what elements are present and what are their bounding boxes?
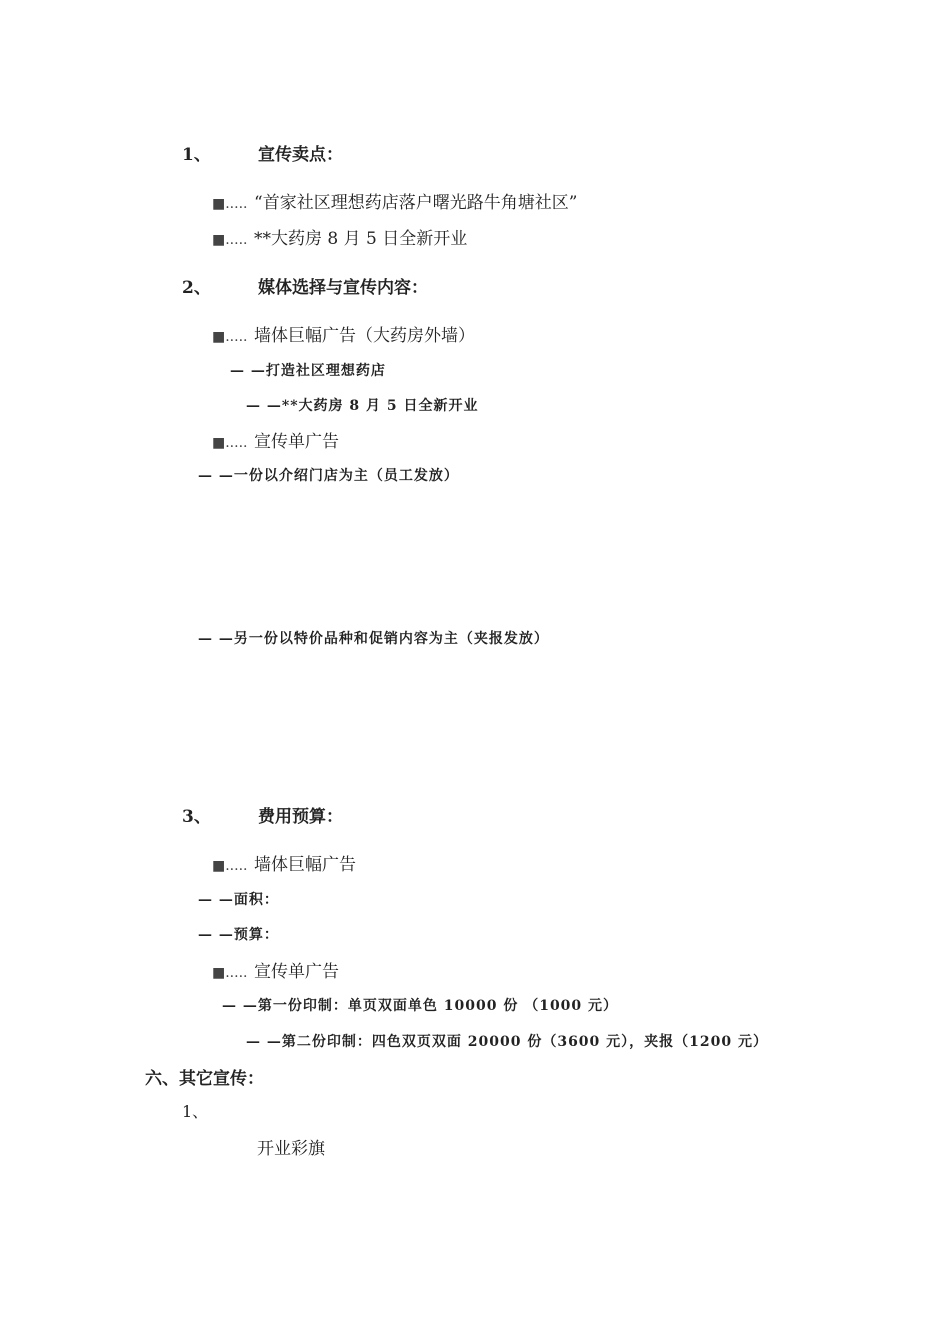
- sub-item: — —一份以介绍门店为主（员工发放）: [198, 468, 459, 484]
- sub-item: — —另一份以特价品种和促销内容为主（夹报发放）: [198, 631, 549, 647]
- bullet-item: [212, 224, 467, 249]
- item-text: “首家社区理想药店落户曙光路牛角塘社区”: [254, 193, 578, 213]
- section-1-heading: [182, 140, 343, 165]
- section-title: 宣传卖点：: [258, 145, 343, 165]
- section-number: 1、: [182, 145, 211, 165]
- bullet-item: [212, 957, 339, 982]
- item-text: 墙体巨幅广告（大药房外墙）: [254, 326, 475, 346]
- bullet-square-icon: ■.....: [212, 435, 248, 451]
- sub-item: — —预算：: [198, 927, 279, 943]
- sub-item: — —**大药房 8 月 5 日全新开业: [246, 398, 479, 414]
- section-number: 2、: [182, 278, 211, 298]
- section-2-heading: [182, 273, 428, 298]
- bullet-item: [212, 321, 475, 346]
- other-section-title: 六、其它宣传：: [145, 1069, 264, 1089]
- sub-item: — —第一份印制：单页双面单色 10000 份 （1000 元）: [222, 998, 619, 1014]
- bullet-item: [212, 188, 577, 213]
- bullet-item: [212, 427, 339, 452]
- bullet-square-icon: ■.....: [212, 965, 248, 981]
- sub-item: — —第二份印制：四色双页双面 20000 份（3600 元），夹报（1200 元）: [246, 1034, 769, 1050]
- bullet-square-icon: ■.....: [212, 858, 248, 874]
- sub-item: — —面积：: [198, 892, 279, 908]
- bullet-item: [212, 850, 356, 875]
- bullet-square-icon: ■.....: [212, 232, 248, 248]
- section-number: 3、: [182, 807, 211, 827]
- bullet-square-icon: ■.....: [212, 196, 248, 212]
- item-text: 宣传单广告: [254, 962, 339, 982]
- item-text: 墙体巨幅广告: [254, 855, 356, 875]
- section-3-heading: [182, 802, 343, 827]
- sub-item: — —打造社区理想药店: [230, 363, 386, 379]
- other-item-number: 1、: [182, 1102, 209, 1121]
- item-text: **大药房 8 月 5 日全新开业: [254, 229, 468, 249]
- item-text: 宣传单广告: [254, 432, 339, 452]
- section-title: 费用预算：: [258, 807, 343, 827]
- bullet-square-icon: ■.....: [212, 329, 248, 345]
- section-title: 媒体选择与宣传内容：: [258, 278, 428, 298]
- other-item-text: 开业彩旗: [257, 1139, 325, 1159]
